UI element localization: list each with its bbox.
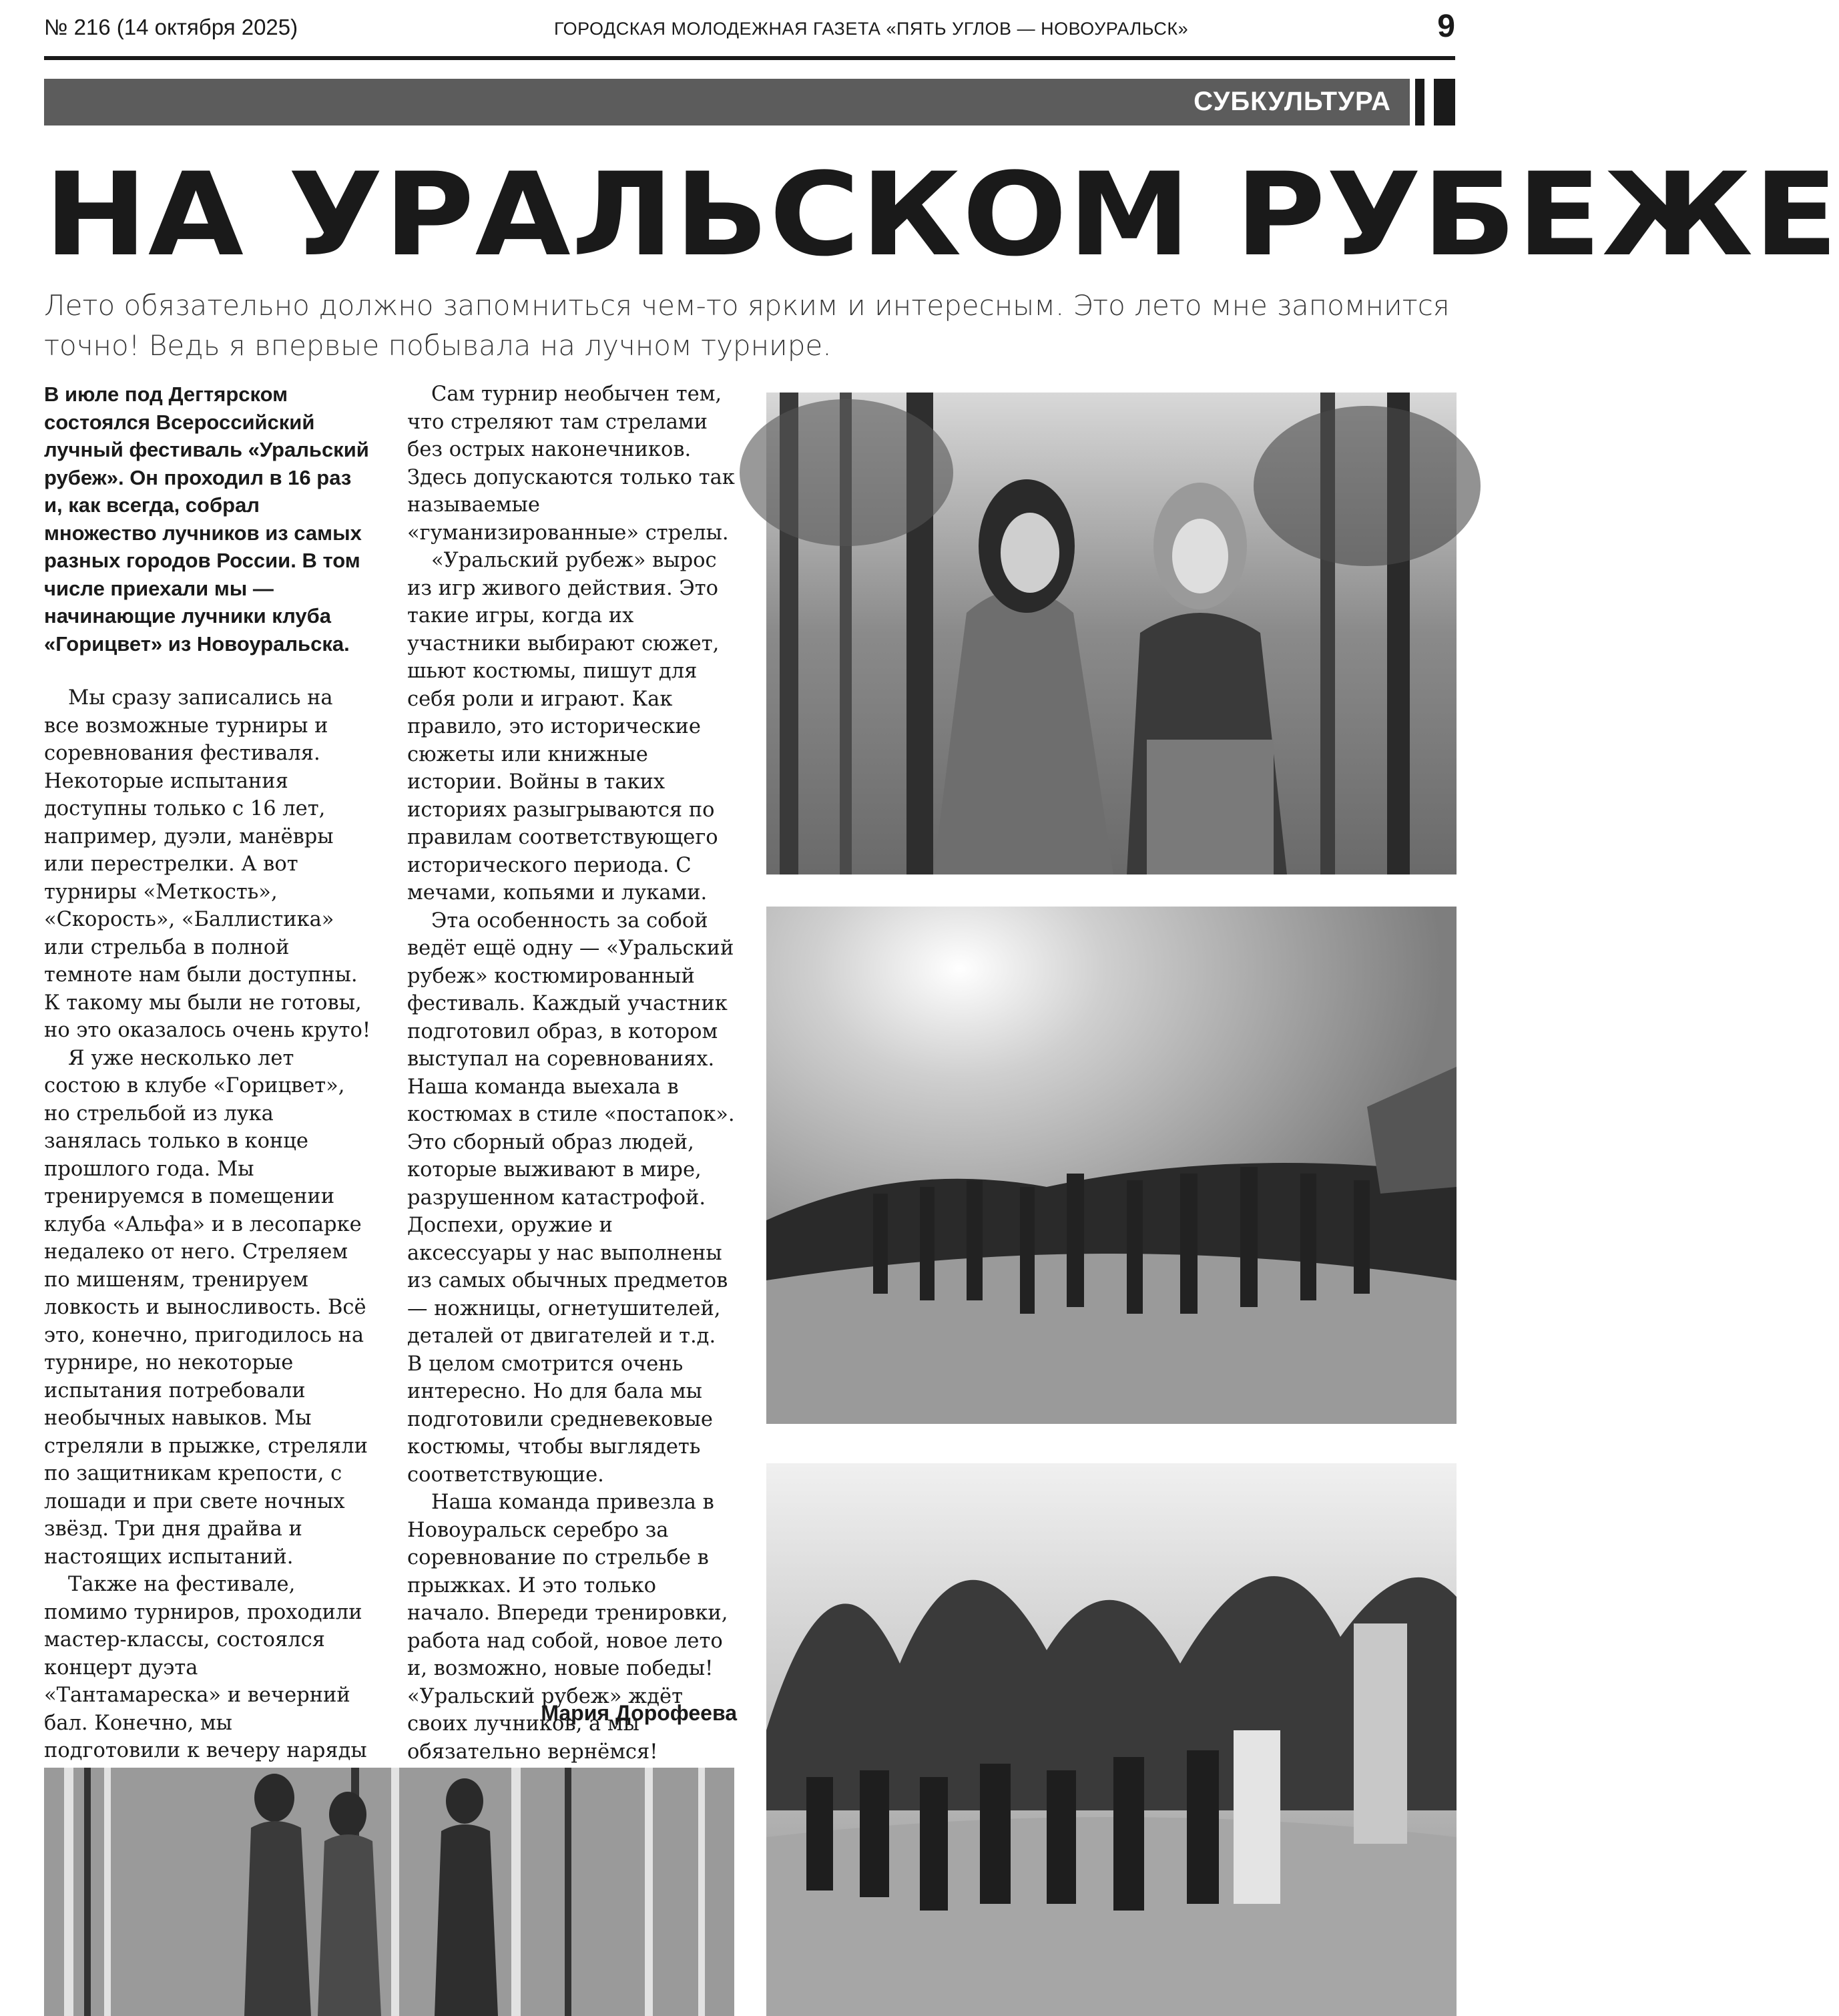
article-lead: Лето обязательно должно запомниться чем-то ярким и интересным. Это лето мне запомнится точно! Ведь я впервые побывала на лучном турнире. (44, 289, 1450, 362)
photo-two-girls-forest (766, 393, 1457, 874)
photo-archers-field (766, 907, 1457, 1424)
article-column-1 (44, 381, 374, 1848)
header-rule (44, 56, 1455, 60)
paragraph: «Уральский рубеж» вырос из игр живого действия. Это такие игры, когда их участники выбирают сюжет, шьют костюмы, пишут для себя роли и играют. Как правило, это исторические сюжеты или книжные истории. Войны в таких историях разыгрываются по правилам соответствующего исторического периода. С мечами, копьями и луками. (407, 549, 720, 905)
newspaper-title: ГОРОДСКАЯ МОЛОДЕЖНАЯ ГАЗЕТА «ПЯТЬ УГЛОВ — НОВОУРАЛЬСК» (554, 19, 1189, 39)
paragraph: Я уже несколько лет состою в клубе «Горицвет», но стрельбой из лука занялась только в конце прошлого года. Мы тренируемся в помещении клуба «Альфа» и в лесопарке недалеко от него. Стреляем по мишеням, тренируем ловкость и выносливость. Всё это, конечно, пригодилось на турнире, но некоторые испытания потребовали необычных навыков. Мы стреляли в прыжке, стреляли по защитникам крепости, с лошади и при свете ночных звёзд. Три дня драйва и настоящих испытаний. (44, 1046, 368, 1569)
paragraph: Сам турнир необычен тем, что стреляют там стрелами без острых наконечников. Здесь допускаются только так называемые «гуманизированные» стрелы. (407, 383, 735, 545)
section-bar-tick (1434, 79, 1455, 125)
page-number: 9 (1437, 9, 1455, 44)
paragraph: Наша команда привезла в Новоуральск серебро за соревнование по стрельбе в прыжках. И это только начало. Впереди тренировки, работа над собой, новое лето и, возможно, новые победы! «Уральский рубеж» ждёт своих лучников, а мы обязательно вернёмся! (407, 1491, 728, 1764)
issue-info: № 216 (14 октября 2025) (44, 15, 298, 39)
article-headline: НА УРАЛЬСКОМ РУБЕЖЕ (44, 148, 1839, 282)
photo-archers-costumes (766, 1463, 1457, 2016)
article-author: Мария Дорофеева (541, 1701, 737, 1725)
section-bar (44, 79, 1410, 125)
paragraph: Эта особенность за собой ведёт ещё одну — «Уральский рубеж» костюмированный фестиваль. Каждый участник подготовил образ, в котором выступал на соревнованиях. Наша команда выехала в костюмах в стиле «постапок». Это сборный образ людей, которые выживают в мире, разрушенном катастрофой. Доспехи, оружие и аксессуары у нас выполнены из самых обычных предметов — ножницы, огнетушителей, деталей от двигателей и т.д. В целом смотрится очень интересно. Но для бала мы подготовили средневековые костюмы, чтобы выглядеть соответствующие. (407, 909, 735, 1487)
paragraph: Также на фестивале, помимо турниров, проходили мастер-классы, состоялся концерт дуэта «Тантамареска» и вечерний бал. Конечно, мы подготовили к вечеру наряды (44, 1573, 367, 1762)
photo-three-women-forest (44, 1768, 734, 2016)
paragraph: Мы сразу записались на все возможные турниры и соревнования фестиваля. Некоторые испытания доступны только с 16 лет, например, дуэли, манёвры или перестрелки. А вот турниры «Меткость», «Скорость», «Баллистика» или стрельба в полной темноте нам были доступны. К такому мы были не готовы, но это оказалось очень круто! (44, 686, 371, 1042)
section-label: СУБКУЛЬТУРА (1194, 87, 1391, 116)
article-intro: В июле под Дегтярском состоялся Всероссийский лучный фестиваль «Уральский рубеж». Он проходил в 16 раз и, как всегда, собрал множество лучников из самых разных городов России. В том числе приехали мы — начинающие лучники клуба «Горицвет» из Новоуральска. (44, 383, 369, 656)
article-column-2 (407, 381, 737, 1766)
section-bar-tick (1415, 79, 1424, 125)
